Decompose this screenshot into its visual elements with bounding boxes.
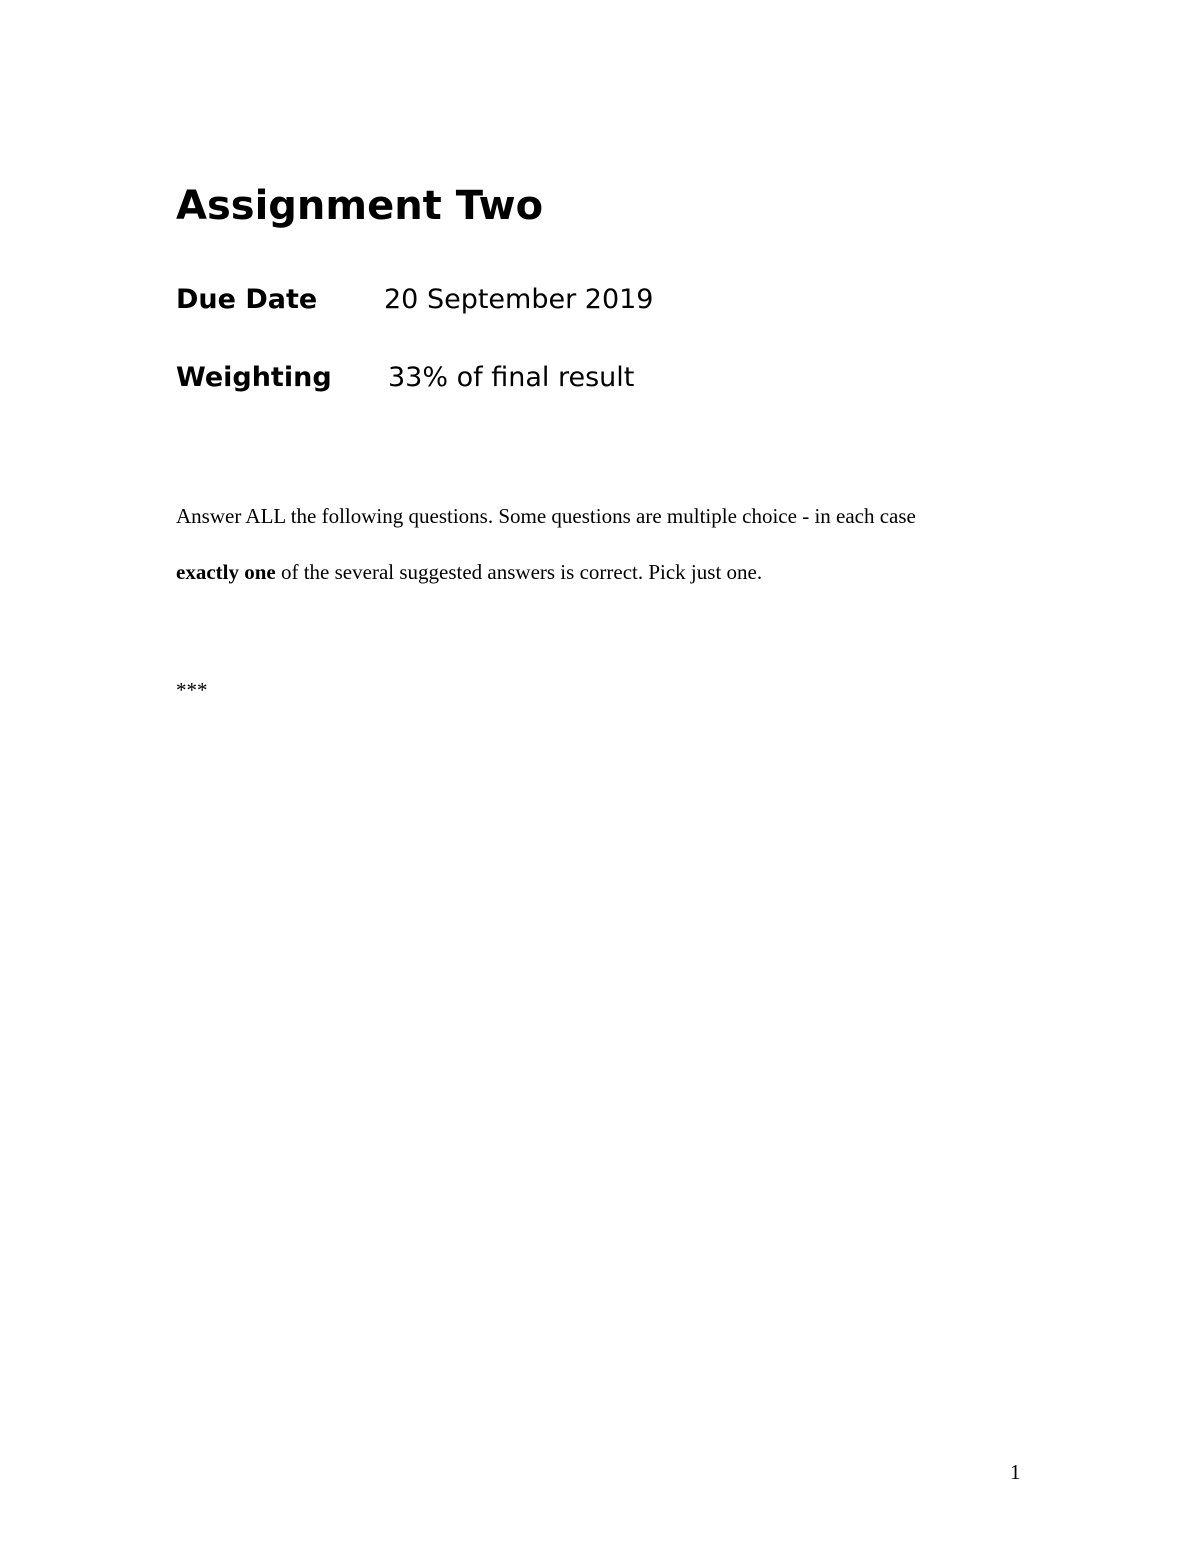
instructions-line-1: Answer ALL the following questions. Some questions are multiple choice - in each case bbox=[176, 504, 916, 528]
due-date-label: Due Date bbox=[176, 284, 318, 315]
weighting-label: Weighting bbox=[176, 362, 332, 393]
instructions-paragraph bbox=[176, 488, 1036, 600]
instructions-emphasis: exactly one bbox=[176, 560, 276, 584]
section-separator: *** bbox=[176, 678, 208, 702]
due-date-value: 20 September 2019 bbox=[384, 284, 654, 315]
instructions-line-2-rest: of the several suggested answers is correct. Pick just one. bbox=[275, 560, 763, 584]
page-number: 1 bbox=[1010, 1460, 1021, 1484]
instructions-line-2 bbox=[176, 544, 1036, 600]
page-title: Assignment Two bbox=[176, 183, 544, 229]
weighting-value: 33% of final result bbox=[388, 362, 635, 393]
